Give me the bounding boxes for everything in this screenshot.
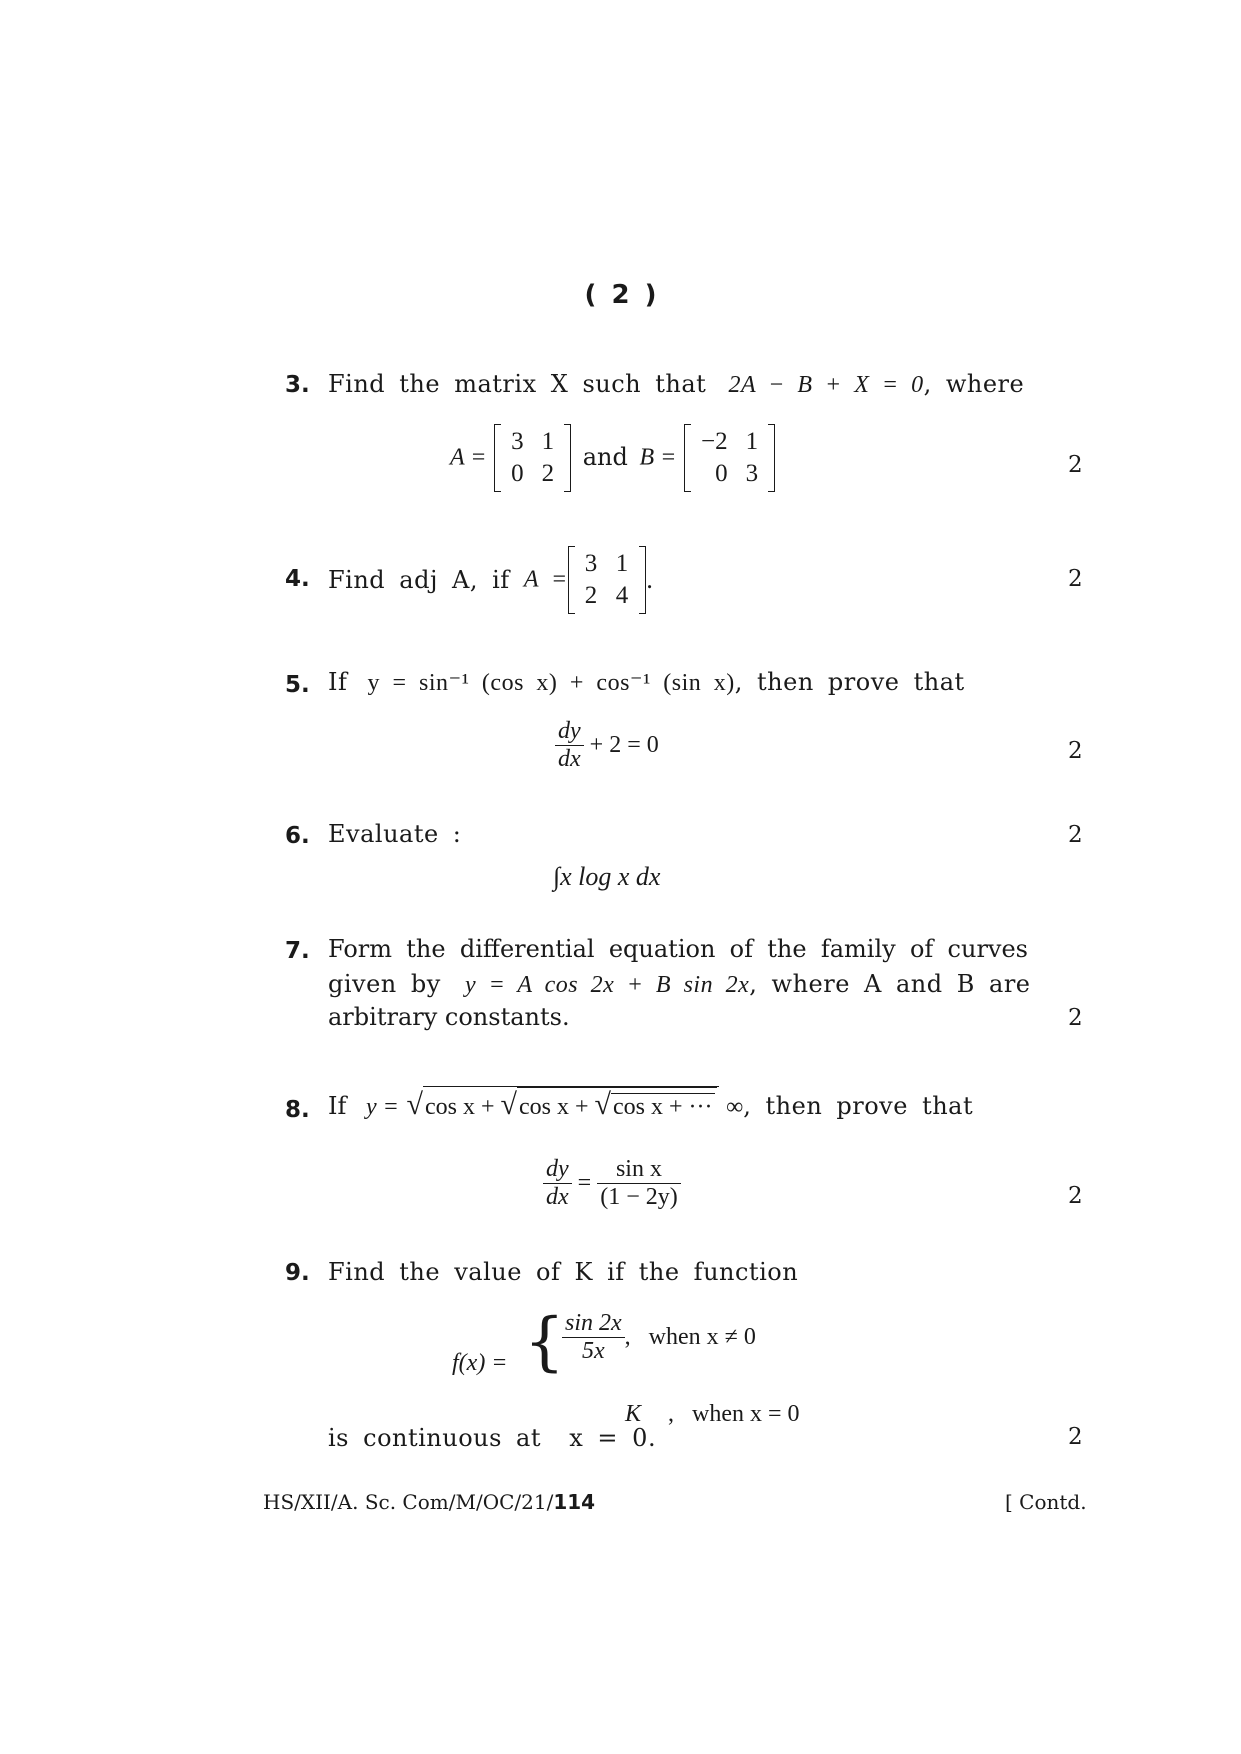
fraction-denominator: dx <box>546 1184 569 1210</box>
q8-then: , then prove that <box>743 1092 974 1120</box>
rhs-fraction <box>597 1156 681 1211</box>
paper-code-number: 114 <box>553 1490 596 1514</box>
matrix-cell: 2 <box>584 582 598 609</box>
question-text <box>328 668 965 697</box>
matrix-a <box>494 424 571 492</box>
case-2-value: K <box>624 1401 641 1427</box>
q5-if: If <box>328 668 348 696</box>
brace-icon: { <box>524 1305 565 1379</box>
marks: 2 <box>1068 822 1083 848</box>
marks: 2 <box>1068 1183 1083 1209</box>
matrix-cell: −2 <box>700 428 728 455</box>
sqrt-icon: √ <box>406 1088 423 1121</box>
q5-result <box>555 718 659 773</box>
function-label: f(x) = <box>452 1350 508 1376</box>
matrix-cell: 0 <box>715 460 728 487</box>
matrix-a-label: A = <box>523 566 568 593</box>
q5-equation: y = sin⁻¹ (cos x) + cos⁻¹ (sin x) <box>367 670 735 696</box>
fraction-numerator: sin 2x <box>562 1310 625 1338</box>
q7-where: , where A and B are <box>749 970 1031 998</box>
matrix-cell: 3 <box>745 460 759 487</box>
matrix-b <box>684 424 775 492</box>
q8-result <box>543 1156 681 1211</box>
derivative-fraction <box>555 718 584 773</box>
marks: 2 <box>1068 566 1083 592</box>
derivative-fraction <box>543 1156 572 1211</box>
q5-rest: + 2 = 0 <box>589 732 659 758</box>
case-1 <box>562 1310 912 1365</box>
radicand-2: cos x + <box>518 1094 589 1120</box>
sqrt-icon: √ <box>500 1088 517 1121</box>
fraction-numerator: dy <box>555 718 584 746</box>
matrix-a <box>568 546 646 614</box>
question-text <box>328 1086 973 1122</box>
q4-text: Find adj A, if <box>328 566 510 594</box>
paper-code-text: HS/XII/A. Sc. Com/M/OC/21/ <box>263 1490 554 1514</box>
question-text: Find the value of K if the function <box>328 1258 799 1286</box>
fraction-denominator: dx <box>558 746 581 772</box>
matrix-cell: 0 <box>511 460 524 487</box>
radicand-1: cos x + <box>424 1094 495 1120</box>
q7-given-by: given by <box>328 970 441 998</box>
radicand-outer <box>423 1086 719 1122</box>
q7-line-1: Form the differential equation of the family of curves <box>328 935 1028 963</box>
question-text <box>328 546 654 614</box>
sqrt-icon: √ <box>594 1088 611 1121</box>
q7-equation: y = A cos 2x + B sin 2x <box>464 972 750 998</box>
q3-text: Find the matrix X such that <box>328 370 707 398</box>
question-number: 4. <box>285 566 310 592</box>
page-number: ( 2 ) <box>584 280 657 310</box>
matrix-cell: 1 <box>541 428 555 455</box>
q3-equation: 2A − B + X = 0 <box>728 372 924 398</box>
infinity-symbol: ∞ <box>726 1094 744 1120</box>
case-1-fraction <box>562 1310 625 1365</box>
marks: 2 <box>1068 1424 1083 1450</box>
marks: 2 <box>1068 1005 1083 1031</box>
question-number: 3. <box>285 372 310 398</box>
question-number: 5. <box>285 672 310 698</box>
paper-code <box>263 1490 595 1514</box>
matrix-cell: 3 <box>511 428 524 455</box>
matrix-cell: 4 <box>615 582 629 609</box>
question-number: 9. <box>285 1260 310 1286</box>
period: . <box>645 566 654 594</box>
and-word: and <box>582 442 628 471</box>
question-number: 6. <box>285 823 310 849</box>
radicand-middle <box>517 1087 717 1122</box>
marks: 2 <box>1068 738 1083 764</box>
integral-expression: ∫x log x dx <box>553 862 661 891</box>
q9-tail: is continuous at x = 0. <box>328 1424 657 1452</box>
equals-sign: = <box>577 1170 592 1196</box>
marks: 2 <box>1068 452 1083 478</box>
matrix-cell: 1 <box>615 550 629 577</box>
matrix-cell: 3 <box>584 550 598 577</box>
matrix-cell: 2 <box>541 460 555 487</box>
contd-label: [ Contd. <box>1005 1490 1087 1514</box>
radicand-inner: cos x + ··· <box>612 1094 713 1120</box>
q5-then: , then prove that <box>734 668 965 696</box>
case-2-condition: , when x = 0 <box>668 1401 800 1427</box>
q7-line-3: arbitrary constants. <box>328 1003 570 1031</box>
q8-y: y = <box>366 1094 399 1120</box>
question-number: 8. <box>285 1097 310 1123</box>
matrix-cell: 1 <box>745 428 759 455</box>
question-number: 7. <box>285 938 310 964</box>
question-text <box>328 370 1024 399</box>
fraction-denominator: 5x <box>582 1338 605 1364</box>
fraction-numerator: sin x <box>597 1156 681 1184</box>
fraction-numerator: dy <box>543 1156 572 1184</box>
matrix-b-label: B = <box>639 444 677 471</box>
q7-line-2 <box>328 970 1031 999</box>
fraction-denominator: (1 − 2y) <box>600 1184 678 1210</box>
matrix-a-label: A = <box>450 444 487 471</box>
q8-if: If <box>328 1092 347 1120</box>
q3-where: , where <box>923 370 1025 398</box>
case-1-condition: , when x ≠ 0 <box>624 1324 756 1350</box>
question-text: Evaluate : <box>328 820 462 848</box>
q3-matrices <box>450 424 775 492</box>
